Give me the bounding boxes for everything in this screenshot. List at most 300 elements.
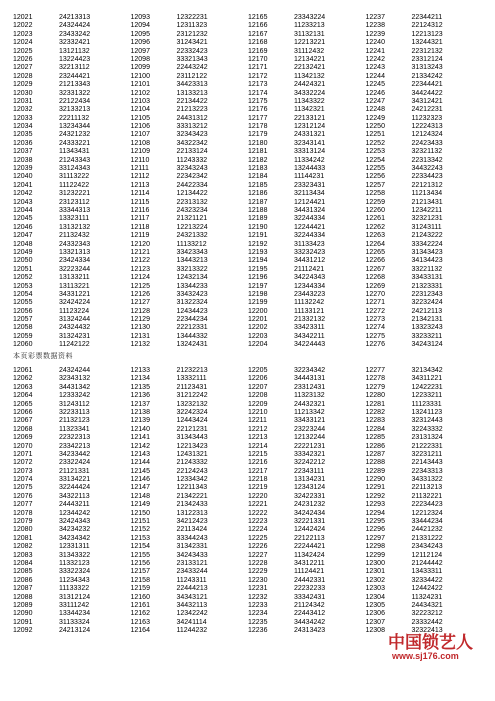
- table-row: [131, 215, 249, 223]
- issue-number: 12269: [365, 282, 385, 290]
- draw-result: 22124243: [176, 467, 208, 475]
- table-row: [366, 577, 484, 585]
- issue-number: 12287: [365, 450, 385, 458]
- table-row: [131, 131, 249, 139]
- draw-result: 32322413: [411, 627, 443, 635]
- table-row: [13, 426, 131, 434]
- table-row: [366, 232, 484, 240]
- draw-result: 12342211: [411, 206, 443, 214]
- table-row: [13, 324, 131, 332]
- table-row: [13, 90, 131, 98]
- issue-number: 12263: [365, 232, 385, 240]
- table-row: [248, 476, 366, 484]
- issue-number: 12243: [365, 64, 385, 72]
- draw-result: 31232221: [59, 190, 91, 198]
- issue-number: 12238: [365, 22, 385, 30]
- issue-number: 12120: [130, 240, 150, 248]
- table-row: [131, 518, 249, 526]
- draw-result: 11324231: [411, 593, 443, 601]
- draw-result: 11242122: [59, 341, 90, 349]
- draw-result: 21332132: [294, 316, 326, 324]
- issue-number: 12050: [13, 257, 33, 265]
- table-row: [248, 131, 366, 139]
- table-row: [366, 535, 484, 543]
- data-column: [366, 14, 484, 350]
- draw-result: 12322231: [176, 14, 208, 21]
- draw-result: 31324244: [59, 316, 91, 324]
- draw-result: 32223212: [411, 610, 443, 618]
- draw-result: 13224423: [59, 55, 91, 63]
- table-row: [366, 81, 484, 89]
- draw-result: 12312124: [294, 123, 326, 131]
- issue-number: 12218: [248, 476, 268, 484]
- issue-number: 12163: [130, 618, 150, 626]
- table-row: [366, 434, 484, 442]
- draw-result: 11133212: [176, 240, 207, 248]
- issue-number: 12040: [13, 173, 33, 181]
- issue-number: 12061: [13, 367, 33, 374]
- issue-number: 12226: [248, 543, 268, 551]
- draw-result: 34234232: [59, 526, 91, 534]
- issue-number: 12219: [248, 484, 268, 492]
- draw-result: 22334423: [411, 173, 443, 181]
- draw-result: 33232423: [294, 248, 326, 256]
- draw-result: 22342342: [176, 173, 208, 181]
- draw-result: 22221231: [294, 442, 326, 450]
- draw-result: 13433311: [411, 568, 443, 576]
- table-row: [131, 64, 249, 72]
- issue-number: 12252: [365, 139, 385, 147]
- draw-result: 21342131: [411, 316, 443, 324]
- draw-result: 12213221: [294, 39, 326, 47]
- draw-result: 22212331: [176, 324, 208, 332]
- issue-number: 12304: [365, 593, 385, 601]
- table-row: [131, 568, 249, 576]
- issue-number: 12264: [365, 240, 385, 248]
- table-row: [131, 207, 249, 215]
- issue-number: 12138: [130, 408, 150, 416]
- draw-result: 33213322: [176, 265, 208, 273]
- issue-number: 12227: [248, 551, 268, 559]
- draw-result: 31324231: [59, 332, 91, 340]
- table-row: [366, 560, 484, 568]
- issue-number: 12239: [365, 30, 385, 38]
- draw-result: 13113221: [59, 282, 90, 290]
- table-row: [13, 476, 131, 484]
- draw-result: 31133423: [294, 240, 325, 248]
- table-row: [13, 510, 131, 518]
- table-row: [248, 375, 366, 383]
- issue-number: 12222: [248, 509, 268, 517]
- draw-result: 33342431: [294, 593, 326, 601]
- draw-result: 12213224: [176, 223, 208, 231]
- draw-result: 12212324: [411, 509, 443, 517]
- draw-result: 22244421: [294, 543, 326, 551]
- issue-number: 12278: [365, 375, 385, 383]
- issue-number: 12283: [365, 417, 385, 425]
- table-row: [366, 207, 484, 215]
- draw-result: 34424422: [411, 89, 443, 97]
- table-row: [366, 56, 484, 64]
- issue-number: 12063: [13, 383, 33, 391]
- table-row: [131, 535, 249, 543]
- draw-result: 24431312: [176, 114, 208, 122]
- draw-result: 12124324: [411, 131, 443, 139]
- table-row: [131, 73, 249, 81]
- issue-number: 12167: [248, 30, 268, 38]
- table-row: [366, 199, 484, 207]
- draw-result: 21342221: [176, 492, 208, 500]
- table-row: [131, 308, 249, 316]
- data-column: [366, 367, 484, 636]
- table-row: [13, 518, 131, 526]
- table-row: [248, 577, 366, 585]
- issue-number: 12059: [13, 332, 33, 340]
- table-row: [13, 249, 131, 257]
- draw-result: 23244421: [59, 72, 91, 80]
- draw-result: 24424321: [294, 81, 326, 89]
- issue-number: 12258: [365, 190, 385, 198]
- issue-number: 12075: [13, 484, 33, 492]
- draw-result: 22423433: [411, 139, 443, 147]
- draw-result: 32343132: [59, 375, 91, 383]
- issue-number: 12279: [365, 383, 385, 391]
- table-row: [13, 459, 131, 467]
- draw-result: 12343124: [294, 484, 326, 492]
- issue-number: 12206: [248, 375, 268, 383]
- draw-result: 31243112: [59, 400, 90, 408]
- issue-number: 12085: [13, 568, 33, 576]
- draw-result: 12311323: [176, 22, 208, 30]
- table-row: [13, 215, 131, 223]
- issue-number: 12056: [13, 307, 33, 315]
- table-row: [131, 199, 249, 207]
- table-row: [248, 392, 366, 400]
- draw-result: 32343423: [176, 131, 208, 139]
- issue-number: 12054: [13, 290, 33, 298]
- table-row: [366, 526, 484, 534]
- draw-result: 34331221: [59, 290, 91, 298]
- table-row: [248, 190, 366, 198]
- issue-number: 12184: [248, 173, 268, 181]
- draw-result: 21334242: [411, 72, 443, 80]
- issue-number: 12292: [365, 492, 385, 500]
- issue-number: 12118: [130, 223, 150, 231]
- table-row: [366, 619, 484, 627]
- table-row: [248, 224, 366, 232]
- draw-result: 21243332: [176, 459, 208, 467]
- upper-columns: [13, 14, 483, 350]
- issue-number: 12132: [130, 341, 150, 349]
- table-row: [366, 165, 484, 173]
- draw-result: 32243332: [411, 425, 443, 433]
- issue-number: 12268: [365, 274, 385, 282]
- table-row: [248, 417, 366, 425]
- issue-number: 12083: [13, 551, 33, 559]
- table-row: [366, 14, 484, 22]
- issue-number: 12122: [130, 257, 150, 265]
- draw-result: 34423313: [176, 81, 208, 89]
- draw-result: 22444213: [176, 585, 208, 593]
- draw-result: 32244424: [59, 484, 91, 492]
- issue-number: 12046: [13, 223, 33, 231]
- table-row: [366, 341, 484, 349]
- issue-number: 12112: [130, 173, 150, 181]
- table-row: [366, 585, 484, 593]
- table-row: [366, 64, 484, 72]
- draw-result: 22313132: [176, 198, 208, 206]
- issue-number: 12306: [365, 610, 385, 618]
- table-row: [366, 568, 484, 576]
- table-row: [13, 22, 131, 30]
- issue-number: 12162: [130, 610, 150, 618]
- issue-number: 12081: [13, 534, 33, 542]
- table-row: [131, 443, 249, 451]
- issue-number: 12070: [13, 442, 33, 450]
- table-row: [248, 140, 366, 148]
- draw-result: 34343121: [176, 593, 208, 601]
- table-row: [366, 308, 484, 316]
- issue-number: 12159: [130, 585, 150, 593]
- issue-number: 12284: [365, 425, 385, 433]
- table-row: [248, 409, 366, 417]
- table-row: [366, 426, 484, 434]
- table-row: [13, 417, 131, 425]
- table-row: [248, 182, 366, 190]
- table-row: [131, 115, 249, 123]
- issue-number: 12256: [365, 173, 385, 181]
- table-row: [13, 560, 131, 568]
- table-row: [366, 484, 484, 492]
- table-row: [366, 493, 484, 501]
- table-row: [131, 123, 249, 131]
- issue-number: 12042: [13, 190, 33, 198]
- issue-number: 12299: [365, 551, 385, 559]
- draw-result: 22132421: [294, 64, 326, 72]
- issue-number: 12241: [365, 47, 385, 55]
- draw-result: 32242212: [294, 459, 326, 467]
- issue-number: 12168: [248, 39, 268, 47]
- table-row: [13, 98, 131, 106]
- issue-number: 12266: [365, 257, 385, 265]
- table-row: [131, 341, 249, 349]
- issue-number: 12195: [248, 265, 268, 273]
- draw-result: 23123112: [59, 198, 90, 206]
- issue-number: 12231: [248, 585, 268, 593]
- draw-result: 21243222: [411, 232, 443, 240]
- draw-result: 12422231: [411, 383, 443, 391]
- table-row: [131, 610, 249, 618]
- data-column: [131, 367, 249, 636]
- issue-number: 12262: [365, 223, 385, 231]
- issue-number: 12211: [248, 417, 267, 425]
- issue-number: 12209: [248, 400, 268, 408]
- issue-number: 12124: [130, 274, 150, 282]
- table-row: [366, 375, 484, 383]
- draw-result: 24231232: [294, 501, 326, 509]
- table-row: [248, 594, 366, 602]
- table-row: [248, 484, 366, 492]
- issue-number: 12289: [365, 467, 385, 475]
- issue-number: 12187: [248, 198, 268, 206]
- draw-result: 23131324: [411, 434, 443, 442]
- issue-number: 12033: [13, 114, 33, 122]
- table-row: [131, 501, 249, 509]
- issue-number: 12192: [248, 240, 268, 248]
- draw-result: 11124421: [294, 568, 325, 576]
- table-row: [248, 341, 366, 349]
- issue-number: 12291: [365, 484, 385, 492]
- table-row: [131, 224, 249, 232]
- issue-number: 12274: [365, 324, 385, 332]
- table-row: [13, 543, 131, 551]
- issue-number: 12145: [130, 467, 150, 475]
- table-row: [13, 627, 131, 635]
- issue-number: 12108: [130, 139, 150, 147]
- issue-number: 12177: [248, 114, 268, 122]
- draw-result: 13344233: [176, 282, 208, 290]
- draw-result: 13134231: [294, 476, 326, 484]
- draw-result: 24213313: [59, 14, 91, 21]
- draw-result: 13344234: [59, 610, 91, 618]
- draw-result: 33423343: [176, 248, 208, 256]
- table-row: [366, 459, 484, 467]
- table-row: [366, 367, 484, 375]
- table-row: [131, 577, 249, 585]
- draw-result: 11234343: [59, 576, 90, 584]
- issue-number: 12146: [130, 476, 150, 484]
- table-row: [248, 459, 366, 467]
- draw-result: 11334242: [294, 156, 325, 164]
- table-row: [13, 577, 131, 585]
- draw-result: 11342321: [294, 106, 325, 114]
- table-row: [366, 543, 484, 551]
- draw-result: 33221132: [411, 265, 443, 273]
- draw-result: 11133121: [294, 307, 325, 315]
- issue-number: 12155: [130, 551, 150, 559]
- issue-number: 12161: [130, 601, 150, 609]
- draw-result: 13444332: [176, 332, 208, 340]
- draw-result: 12213123: [411, 30, 443, 38]
- table-row: [13, 291, 131, 299]
- issue-number: 12078: [13, 509, 33, 517]
- table-row: [13, 468, 131, 476]
- table-row: [248, 165, 366, 173]
- issue-number: 12170: [248, 55, 268, 63]
- table-row: [131, 316, 249, 324]
- issue-number: 12160: [130, 593, 150, 601]
- table-row: [366, 552, 484, 560]
- table-row: [366, 115, 484, 123]
- issue-number: 12173: [248, 81, 268, 89]
- table-row: [13, 39, 131, 47]
- issue-number: 12253: [365, 148, 385, 156]
- issue-number: 12247: [365, 97, 385, 105]
- table-row: [248, 560, 366, 568]
- table-row: [13, 182, 131, 190]
- table-row: [13, 610, 131, 618]
- draw-result: 24324244: [59, 367, 91, 374]
- draw-result: 12331311: [59, 543, 90, 551]
- table-row: [366, 157, 484, 165]
- draw-result: 24333221: [59, 139, 91, 147]
- table-row: [13, 384, 131, 392]
- table-row: [248, 501, 366, 509]
- draw-result: 22234423: [411, 501, 443, 509]
- draw-result: 23112122: [176, 72, 208, 80]
- table-row: [131, 476, 249, 484]
- issue-number: 12188: [248, 206, 268, 214]
- issue-number: 12133: [130, 367, 150, 374]
- draw-result: 33321343: [176, 55, 208, 63]
- table-row: [13, 274, 131, 282]
- table-row: [131, 148, 249, 156]
- table-row: [366, 123, 484, 131]
- table-row: [13, 48, 131, 56]
- table-row: [366, 215, 484, 223]
- issue-number: 12134: [130, 375, 150, 383]
- draw-result: 12431321: [176, 450, 208, 458]
- watermark-url: www.sj176.com: [392, 651, 459, 661]
- draw-result: 34432243: [411, 165, 443, 173]
- issue-number: 12099: [130, 64, 150, 72]
- draw-result: 34431212: [294, 257, 326, 265]
- draw-result: 22232233: [294, 585, 326, 593]
- draw-result: 34342211: [294, 332, 325, 340]
- draw-result: 11343431: [59, 148, 90, 156]
- issue-number: 12067: [13, 417, 33, 425]
- issue-number: 12066: [13, 408, 33, 416]
- table-row: [366, 98, 484, 106]
- table-row: [366, 274, 484, 282]
- draw-result: 12333242: [59, 392, 91, 400]
- draw-result: 32321231: [411, 215, 443, 223]
- draw-result: 34431324: [294, 206, 326, 214]
- table-row: [131, 291, 249, 299]
- issue-number: 12031: [13, 97, 33, 105]
- table-row: [131, 585, 249, 593]
- table-row: [248, 48, 366, 56]
- table-row: [131, 81, 249, 89]
- issue-number: 12301: [365, 568, 385, 576]
- draw-result: 11144231: [294, 173, 325, 181]
- draw-result: 21222331: [411, 442, 443, 450]
- draw-result: 32223244: [59, 265, 91, 273]
- draw-result: 21213343: [59, 81, 91, 89]
- draw-result: 32424224: [59, 299, 91, 307]
- draw-result: 24321232: [59, 131, 91, 139]
- issue-number: 12245: [365, 81, 385, 89]
- draw-result: 32213112: [59, 64, 90, 72]
- table-row: [248, 115, 366, 123]
- draw-result: 12344242: [59, 509, 91, 517]
- draw-result: 34233442: [59, 450, 91, 458]
- issue-number: 12189: [248, 215, 268, 223]
- issue-number: 12035: [13, 131, 33, 139]
- issue-number: 12204: [248, 341, 268, 349]
- draw-result: 12211343: [176, 484, 208, 492]
- draw-result: 31243421: [176, 39, 208, 47]
- table-row: [13, 484, 131, 492]
- issue-number: 12223: [248, 518, 268, 526]
- draw-result: 32134342: [411, 367, 443, 374]
- draw-result: 12134221: [294, 55, 326, 63]
- table-row: [13, 207, 131, 215]
- draw-result: 21132221: [411, 492, 443, 500]
- table-row: [131, 274, 249, 282]
- table-row: [131, 367, 249, 375]
- draw-result: 21121331: [59, 467, 90, 475]
